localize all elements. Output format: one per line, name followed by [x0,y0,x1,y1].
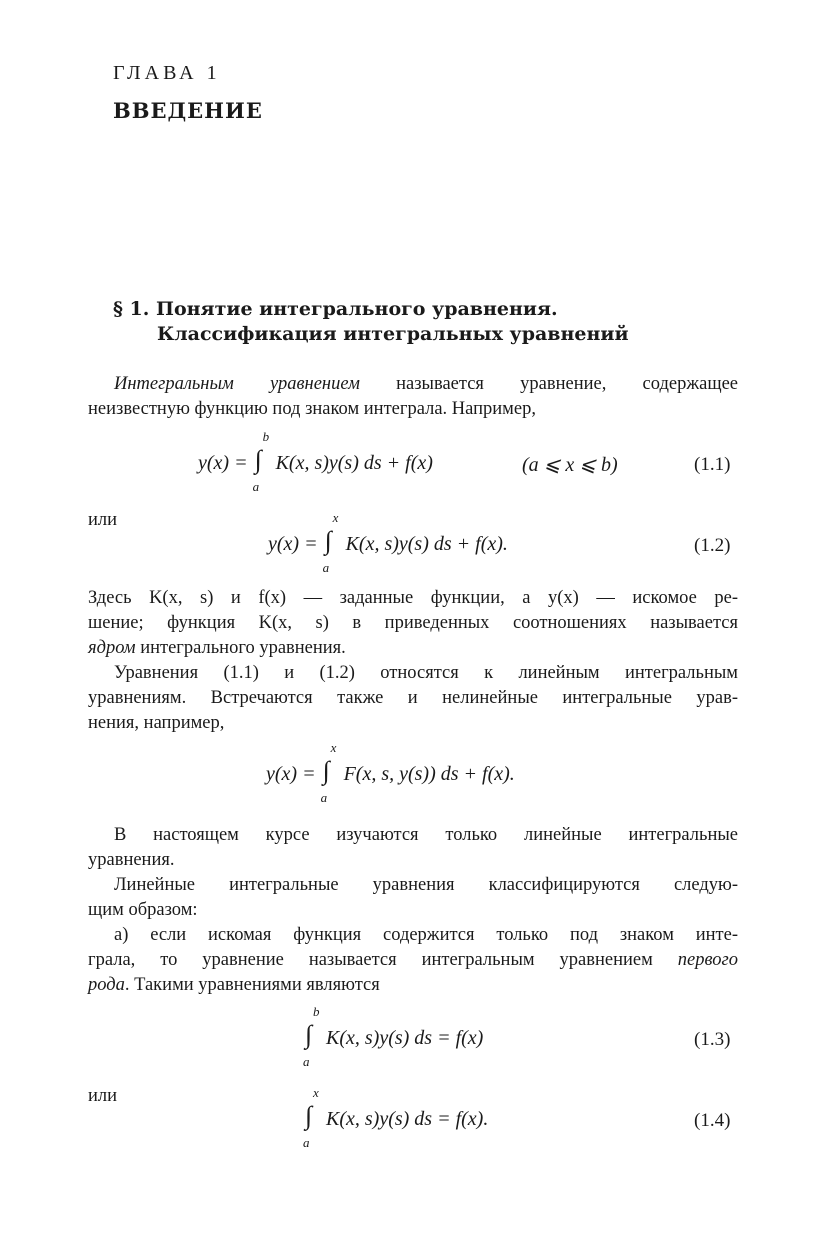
para-linear-line1: Уравнения (1.1) и (1.2) относятся к линейным интегральным [114,663,738,683]
para-a-line3: рода. Такими уравнениями являются [88,975,380,995]
equation-1-3-number: (1.3) [694,1029,731,1050]
para-classify-line1: Линейные интегральные уравнения классифицируются следую- [114,875,738,895]
section-title-line2: Классификация интегральных уравнений [157,323,629,345]
intro-line1: Интегральным уравнением называется уравнение, содержащее [114,374,739,394]
integral-sign: ∫ x a [322,510,339,576]
section-number: § 1. [113,298,150,320]
term-first: первого [677,950,738,970]
term-kind: рода [88,975,125,995]
integral-sign: ∫ x a [320,740,337,806]
integral-sign: ∫ b a [303,1004,320,1070]
para-here-line3: ядром интегрального уравнения. [88,638,346,658]
intro-line2: неизвестную функцию под знаком интеграла. Например, [88,399,536,419]
equation-1-1-number: (1.1) [694,454,731,475]
equation-1-1: y(x) = ∫ b a K(x, s)y(s) ds + f(x) [198,429,433,495]
chapter-label: ГЛАВА 1 [113,62,221,84]
para-here-line2: шение; функция K(x, s) в приведенных соотношениях называется [88,613,738,633]
equation-1-4: ∫ x a K(x, s)y(s) ds = f(x). [303,1085,489,1151]
chapter-title: ВВЕДЕНИЕ [113,98,263,123]
equation-nonlinear: y(x) = ∫ x a F(x, s, y(s)) ds + f(x). [266,740,515,806]
para-course-line2: уравнения. [88,850,175,870]
equation-1-4-number: (1.4) [694,1110,731,1131]
term-kernel: ядром [88,638,136,658]
para-course-line1: В настоящем курсе изучаются только линейные интегральные [114,825,738,845]
equation-1-1-condition: (a ⩽ x ⩽ b) [522,454,618,476]
equation-1-3: ∫ b a K(x, s)y(s) ds = f(x) [303,1004,484,1070]
equation-1-2-number: (1.2) [694,535,731,556]
section-heading [113,298,558,320]
para-a-line2: грала, то уравнение называется интегральным уравнением первого [88,950,738,970]
integral-sign: ∫ x a [303,1085,319,1151]
integral-sign: ∫ b a [252,429,270,495]
section-title-line1: Понятие интегрального уравнения. [156,298,558,320]
para-a-line1: а) если искомая функция содержится только под знаком инте- [114,925,738,945]
para-linear-line2: уравнениям. Встречаются также и нелинейные интегральные урав- [88,688,738,708]
word-or-1: или [88,510,118,530]
equation-1-2: y(x) = ∫ x a K(x, s)y(s) ds + f(x). [268,510,508,576]
word-or-2: или [88,1086,118,1106]
para-here-line1: Здесь K(x, s) и f(x) — заданные функции, а y(x) — искомое ре- [88,588,738,608]
para-classify-line2: щим образом: [88,900,198,920]
para-linear-line3: нения, например, [88,713,225,733]
term-integral-equation: Интегральным уравнением [114,374,360,394]
